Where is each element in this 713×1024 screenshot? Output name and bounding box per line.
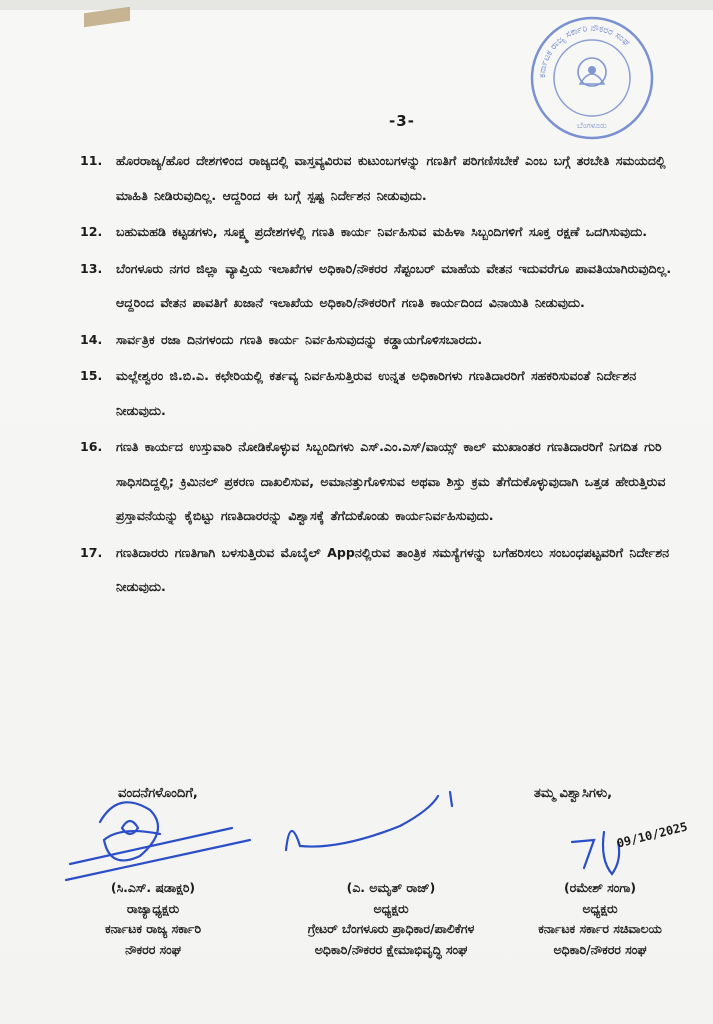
seal-ring-text: ಕರ್ನಾಟಕ ರಾಜ್ಯ ಸರ್ಕಾರಿ ನೌಕರರ ಸಂಘ bbox=[537, 23, 632, 79]
item-number: 16. bbox=[80, 439, 103, 454]
item-text: ಬೆಂಗಳೂರು ನಗರ ಜಿಲ್ಲಾ ವ್ಯಾಪ್ತಿಯ ಇಲಾಖೆಗಳ ಅಧಿಕಾರಿ/ನೌಕರರ ಸೆಪ್ಟಂಬರ್ ಮಾಹೆಯ ವೇತನ ಇದುವರೆಗೂ ಪಾವತಿಯಾಗಿರುವುದಿಲ್ಲ. ಆದ್ದರಿಂದ ವೇತನ ಪಾವತಿಗೆ ಖಜಾನೆ ಇಲಾಖೆಯ ಅಧಿಕಾರಿ/ನೌಕರರಿಗೆ ಗಣತಿ ಕಾರ್ಯದಿಂದ ವಿನಾಯಿತಿ ನೀಡುವುದು. bbox=[116, 260, 672, 310]
association-seal bbox=[528, 14, 656, 142]
signatory-designation: ರಾಜ್ಯಾಧ್ಯಕ್ಷರು bbox=[126, 900, 180, 916]
page-number: -3- bbox=[389, 112, 415, 130]
signatory-org-line2: ನೌಕರರ ಸಂಘ bbox=[125, 941, 181, 957]
item-text: ಮಲ್ಲೇಶ್ವರಂ ಜಿ.ಬಿ.ಎ. ಕಛೇರಿಯಲ್ಲಿ ಕರ್ತವ್ಯ ನಿರ್ವಹಿಸುತ್ತಿರುವ ಉನ್ನತ ಅಧಿಕಾರಿಗಳು ಗಣತಿದಾರರಿಗೆ ಸಹಕರಿಸುವಂತೆ ನಿರ್ದೇಶನ ನೀಡುವುದು. bbox=[116, 368, 637, 418]
list-item bbox=[80, 252, 690, 321]
item-text: ಬಹುಮಹಡಿ ಕಟ್ಟಡಗಳು, ಸೂಕ್ಷ್ಮ ಪ್ರದೇಶಗಳಲ್ಲಿ ಗಣತಿ ಕಾರ್ಯ ನಿರ್ವಹಿಸುವ ಮಹಿಳಾ ಸಿಬ್ಬಂದಿಗಳಿಗೆ ಸೂಕ್ತ ರಕ್ಷಣೆ ಒದಗಿಸುವುದು. bbox=[116, 224, 648, 239]
signature-date: 09/10/2025 bbox=[615, 819, 689, 851]
signatory-org-line1: ಕರ್ನಾಟಕ ರಾಜ್ಯ ಸರ್ಕಾರಿ bbox=[104, 921, 201, 936]
list-item bbox=[80, 323, 690, 358]
demands-list bbox=[80, 144, 690, 607]
item-number: 12. bbox=[80, 224, 103, 239]
item-text: ಹೊರರಾಜ್ಯ/ಹೊರ ದೇಶಗಳಿಂದ ರಾಜ್ಯದಲ್ಲಿ ವಾಸ್ತವ್ಯವಿರುವ ಕುಟುಂಬಗಳನ್ನು ಗಣತಿಗೆ ಪರಿಗಣಿಸಬೇಕೆ ಎಂಬ ಬಗ್ಗೆ ತರಬೇತಿ ಸಮಯದಲ್ಲಿ ಮಾಹಿತಿ ನೀಡಿರುವುದಿಲ್ಲ. ಆದ್ದರಿಂದ ಈ ಬಗ್ಗೆ ಸ್ಪಷ್ಟ ನಿರ್ದೇಶನ ನೀಡುವುದು. bbox=[116, 153, 666, 203]
signatory-org-line2: ಅಧಿಕಾರಿ/ನೌಕರರ ಕ್ಷೇಮಾಭಿವೃದ್ಧಿ ಸಂಘ bbox=[314, 941, 468, 957]
item-number: 15. bbox=[80, 368, 103, 383]
item-number: 13. bbox=[80, 260, 103, 276]
item-number: 14. bbox=[80, 331, 103, 347]
closing-greeting: ವಂದನೆಗಳೊಂದಿಗೆ, bbox=[118, 786, 198, 801]
seal-center-text: ಬೆಂಗಳೂರು bbox=[577, 121, 607, 130]
item-text: ಸಾರ್ವತ್ರಿಕ ರಜಾ ದಿನಗಳಂದು ಗಣತಿ ಕಾರ್ಯ ನಿರ್ವಹಿಸುವುದನ್ನು ಕಡ್ಡಾಯಗೊಳಿಸಬಾರದು. bbox=[116, 331, 483, 347]
seal-emblem-icon bbox=[578, 58, 606, 86]
signatory-org-line2: ಅಧಿಕಾರಿ/ನೌಕರರ ಸಂಘ bbox=[553, 941, 647, 957]
item-number: 17. bbox=[80, 544, 103, 560]
list-item bbox=[80, 144, 690, 213]
item-text: ಗಣತಿ ಕಾರ್ಯದ ಉಸ್ತುವಾರಿ ನೋಡಿಕೊಳ್ಳುವ ಸಿಬ್ಬಂದಿಗಳು ಎಸ್.ಎಂ.ಎಸ್/ವಾಯ್ಸ್ ಕಾಲ್ ಮುಖಾಂತರ ಗಣತಿದಾರರಿಗೆ ನಿಗದಿತ ಗುರಿ ಸಾಧಿಸದಿದ್ದಲ್ಲಿ; ಕ್ರಿಮಿನಲ್ ಪ್ರಕರಣ ದಾಖಲಿಸುವ, ಅಮಾನತ್ತುಗೊಳಿಸುವ ಅಥವಾ ಶಿಸ್ತು ಕ್ರಮ ತೆಗೆದುಕೊಳ್ಳುವುದಾಗಿ ಒತ್ತಡ ಹೇರುತ್ತಿರುವ ಪ್ರಸ್ತಾವನೆಯನ್ನು ಕೈಬಿಟ್ಟು ಗಣತಿದಾರರನ್ನು ವಿಶ್ವಾಸಕ್ಕೆ ತೆಗೆದುಕೊಂಡು ಕಾರ್ಯನಿರ್ವಹಿಸುವುದು. bbox=[116, 439, 666, 523]
list-item bbox=[80, 536, 690, 605]
signatory-1 bbox=[48, 878, 258, 960]
signatory-3 bbox=[500, 878, 700, 960]
signatory-name: (ಎ. ಅಮೃತ್ ರಾಜ್) bbox=[346, 880, 436, 895]
signature-2-icon bbox=[286, 792, 452, 850]
signatory-2 bbox=[256, 878, 526, 960]
signatory-name: (ಸಿ.ಎಸ್. ಷಡಾಕ್ಷರಿ) bbox=[110, 880, 196, 895]
signatory-name: (ರಮೇಶ್ ಸಂಗಾ) bbox=[564, 880, 636, 895]
list-item bbox=[80, 430, 690, 534]
signature-3-icon bbox=[572, 832, 619, 874]
item-number: 11. bbox=[80, 153, 103, 168]
signature-1-icon bbox=[66, 802, 250, 880]
closing-yours-faithfully: ತಮ್ಮ ವಿಶ್ವಾಸಿಗಳು, bbox=[534, 786, 613, 801]
item-text: ಗಣತಿದಾರರು ಗಣತಿಗಾಗಿ ಬಳಸುತ್ತಿರುವ ಮೊಬೈಲ್ Appನಲ್ಲಿರುವ ತಾಂತ್ರಿಕ ಸಮಸ್ಯೆಗಳನ್ನು ಬಗೆಹರಿಸಲು ಸಂಬಂಧಪಟ್ಟವರಿಗೆ ನಿರ್ದೇಶನ ನೀಡುವುದು. bbox=[116, 544, 670, 594]
signatory-org-line1: ಕರ್ನಾಟಕ ಸರ್ಕಾರ ಸಚಿವಾಲಯ bbox=[538, 921, 662, 936]
signatory-org-line1: ಗ್ರೇಟರ್ ಬೆಂಗಳೂರು ಪ್ರಾಧಿಕಾರ/ಪಾಲಿಕೆಗಳ bbox=[307, 921, 475, 936]
signatory-designation: ಅಧ್ಯಕ್ಷರು bbox=[373, 900, 409, 916]
list-item bbox=[80, 359, 690, 428]
list-item bbox=[80, 215, 690, 250]
scan-top-edge bbox=[0, 0, 713, 10]
handwritten-signatures bbox=[0, 770, 713, 890]
signatory-designation: ಅಧ್ಯಕ್ಷರು bbox=[582, 900, 618, 916]
